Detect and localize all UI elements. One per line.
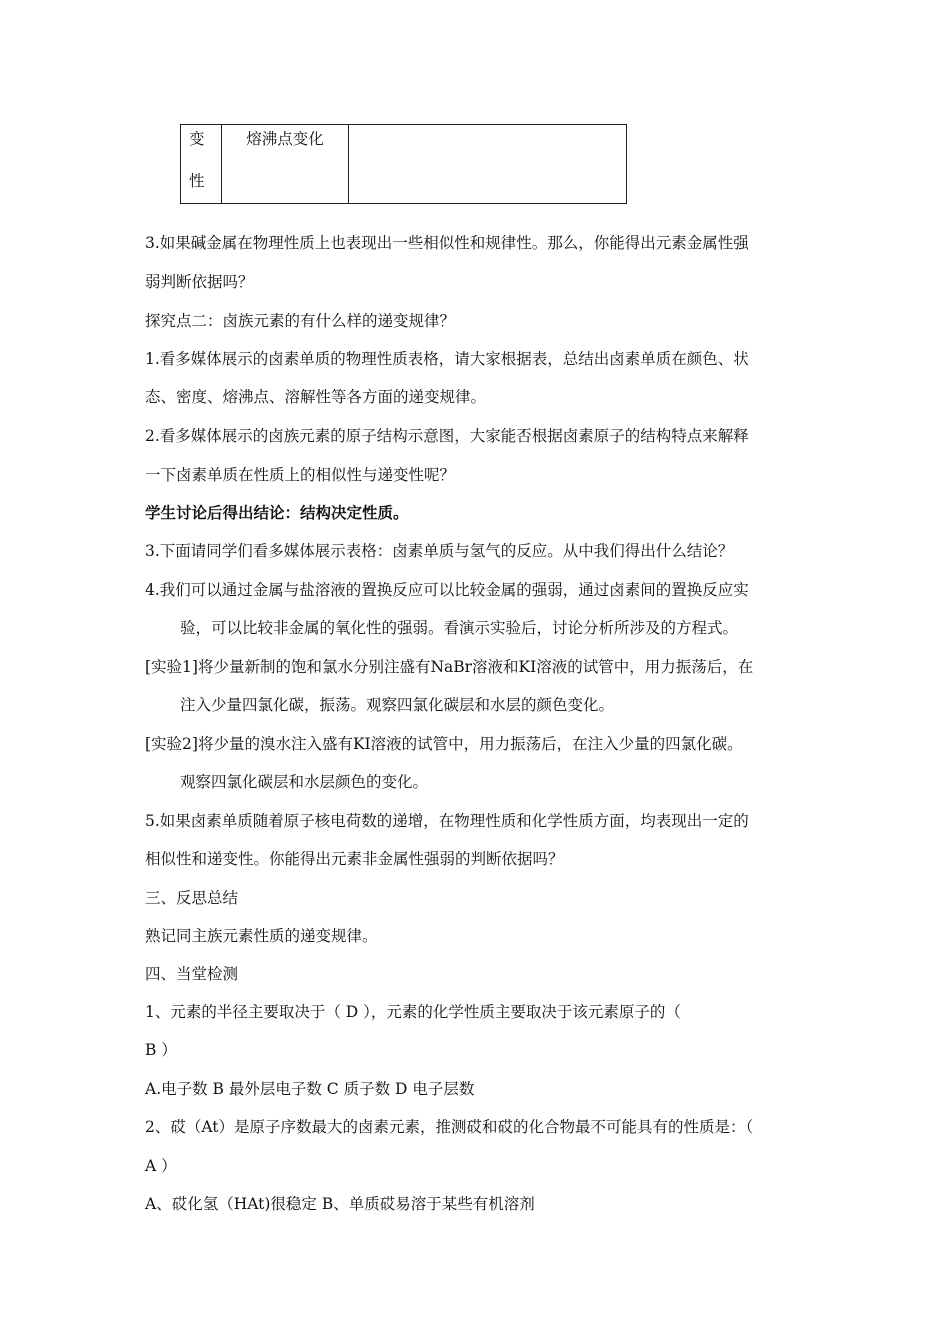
conclusion-line: 学生讨论后得出结论：结构决定性质。 (145, 503, 409, 522)
answer-options: A.电子数 B 最外层电子数 C 质子数 D 电子层数 (145, 1080, 475, 1098)
question-line: A ） (145, 1157, 177, 1175)
paragraph-line: 态、密度、熔沸点、溶解性等各方面的递变规律。 (145, 388, 487, 406)
table-cell-char: 性 (189, 172, 205, 190)
table-cell-char: 变 (189, 130, 205, 148)
table-cell-category (181, 125, 222, 204)
paragraph-line: 熟记同主族元素性质的递变规律。 (145, 927, 378, 945)
paragraph-line: 弱判断依据吗？ (145, 273, 254, 291)
question-line: 1、元素的半径主要取决于（ D ），元素的化学性质主要取决于该元素原子的（ (145, 1003, 681, 1021)
paragraph-line: 5.如果卤素单质随着原子核电荷数的递增，在物理性质和化学性质方面，均表现出一定的 (145, 812, 749, 830)
paragraph-line: 2.看多媒体展示的卤族元素的原子结构示意图，大家能否根据卤素原子的结构特点来解释 (145, 427, 749, 445)
experiment-line: 观察四氯化碳层和水层颜色的变化。 (180, 773, 429, 791)
question-line: 2、砹（At）是原子序数最大的卤素元素，推测砹和砹的化合物最不可能具有的性质是：（ (145, 1118, 754, 1136)
paragraph-line: 验，可以比较非金属的氧化性的强弱。看演示实验后，讨论分析所涉及的方程式。 (180, 619, 739, 637)
property-table (180, 124, 627, 204)
section-heading: 三、反思总结 (145, 889, 239, 907)
paragraph-line: 相似性和递变性。你能得出元素非金属性强弱的判断依据吗？ (145, 850, 564, 868)
experiment-line: [实验1]将少量新制的饱和氯水分别注盛有NaBr溶液和KI溶液的试管中，用力振荡后，在 (145, 658, 754, 676)
section-heading: 探究点二：卤族元素的有什么样的递变规律？ (145, 312, 456, 330)
table-cell-property: 熔沸点变化 (222, 125, 349, 204)
paragraph-line: 4.我们可以通过金属与盐溶液的置换反应可以比较金属的强弱，通过卤素间的置换反应实 (145, 581, 749, 599)
paragraph-line: 3.如果碱金属在物理性质上也表现出一些相似性和规律性。那么，你能得出元素金属性强 (145, 234, 749, 252)
paragraph-line: 1.看多媒体展示的卤素单质的物理性质表格，请大家根据表，总结出卤素单质在颜色、状 (145, 350, 749, 368)
experiment-line: 注入少量四氯化碳，振荡。观察四氯化碳层和水层的颜色变化。 (180, 696, 615, 714)
experiment-line: [实验2]将少量的溴水注入盛有KI溶液的试管中，用力振荡后，在注入少量的四氯化碳。 (145, 735, 743, 753)
question-line: B ） (145, 1041, 177, 1059)
table-cell-value (349, 125, 627, 204)
section-heading: 四、当堂检测 (145, 965, 239, 983)
table-row (181, 125, 627, 204)
paragraph-line: 一下卤素单质在性质上的相似性与递变性呢？ (145, 466, 456, 484)
paragraph-line: 3.下面请同学们看多媒体展示表格：卤素单质与氢气的反应。从中我们得出什么结论？ (145, 542, 734, 560)
answer-options: A、砹化氢（HAt)很稳定 B、单质砹易溶于某些有机溶剂 (145, 1195, 535, 1213)
